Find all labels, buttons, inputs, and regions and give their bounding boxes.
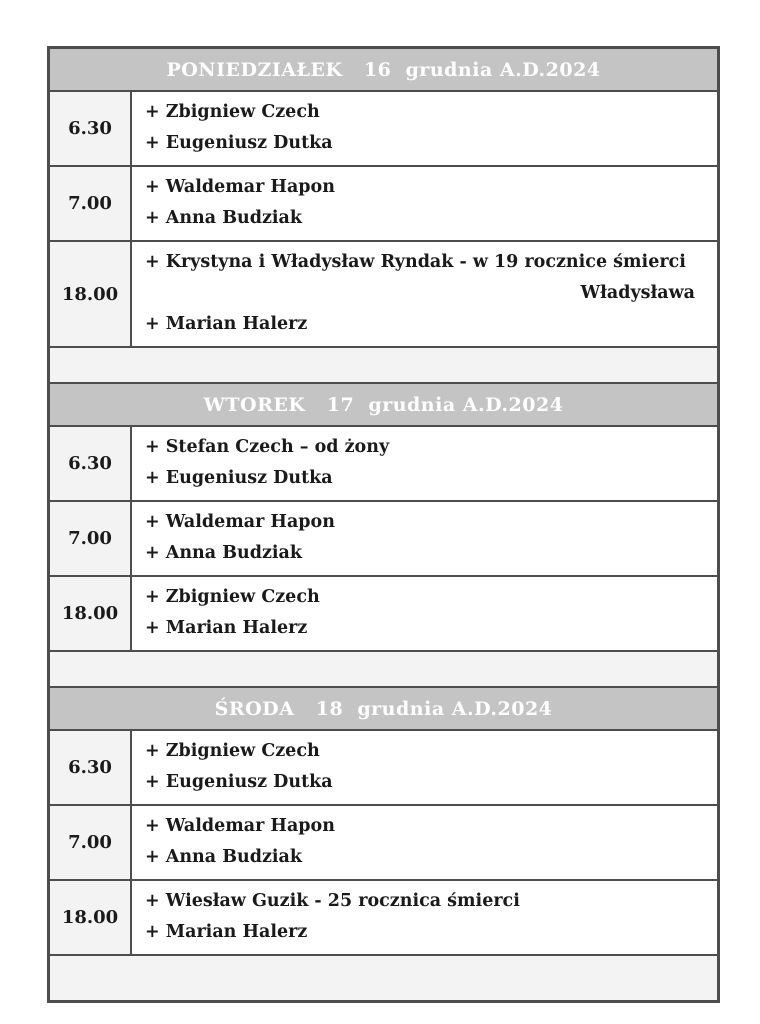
section-spacer-row — [50, 956, 717, 1000]
mass-row — [50, 502, 717, 577]
intention-line: + Waldemar Hapon — [145, 816, 335, 836]
mass-time-cell: 7.00 — [50, 167, 132, 240]
mass-time-cell: 6.30 — [50, 92, 132, 165]
intention-line: + Marian Halerz — [145, 922, 308, 942]
intention-line: + Waldemar Hapon — [145, 512, 335, 532]
mass-row — [50, 806, 717, 881]
day-section — [50, 384, 717, 688]
mass-intentions-cell — [132, 502, 717, 575]
mass-intentions-cell — [132, 242, 717, 346]
mass-row — [50, 427, 717, 502]
day-section — [50, 688, 717, 1000]
mass-intentions-cell — [132, 881, 717, 954]
intention-line: + Eugeniusz Dutka — [145, 772, 333, 792]
intention-line: + Eugeniusz Dutka — [145, 133, 333, 153]
mass-intentions-cell — [132, 731, 717, 804]
mass-row — [50, 92, 717, 167]
mass-schedule-table — [47, 46, 720, 1003]
mass-row — [50, 167, 717, 242]
intention-line: + Marian Halerz — [145, 618, 308, 638]
mass-row — [50, 731, 717, 806]
intention-line: + Wiesław Guzik - 25 rocznica śmierci — [145, 891, 520, 911]
mass-row — [50, 577, 717, 652]
intention-line: + Anna Budziak — [145, 208, 303, 228]
mass-intentions-cell — [132, 167, 717, 240]
intention-line: + Waldemar Hapon — [145, 177, 335, 197]
section-spacer-row — [50, 652, 717, 688]
section-spacer-row — [50, 348, 717, 384]
intention-line: + Stefan Czech – od żony — [145, 437, 390, 457]
mass-time-cell: 7.00 — [50, 806, 132, 879]
day-section — [50, 49, 717, 384]
intention-line: + Zbigniew Czech — [145, 102, 320, 122]
mass-time-cell: 18.00 — [50, 577, 132, 650]
day-header: ŚRODA 18 grudnia A.D.2024 — [50, 688, 717, 731]
mass-time-cell: 6.30 — [50, 427, 132, 500]
mass-intentions-cell — [132, 92, 717, 165]
mass-row — [50, 242, 717, 348]
mass-time-cell: 18.00 — [50, 242, 132, 346]
mass-row — [50, 881, 717, 956]
mass-intentions-cell — [132, 806, 717, 879]
mass-intentions-cell — [132, 577, 717, 650]
intention-line: + Marian Halerz — [145, 314, 308, 334]
intention-line: + Anna Budziak — [145, 847, 303, 867]
day-header: PONIEDZIAŁEK 16 grudnia A.D.2024 — [50, 49, 717, 92]
section-rows — [50, 92, 717, 348]
section-rows — [50, 427, 717, 652]
section-rows — [50, 731, 717, 956]
intention-line: + Zbigniew Czech — [145, 741, 320, 761]
day-header: WTOREK 17 grudnia A.D.2024 — [50, 384, 717, 427]
intention-line: + Zbigniew Czech — [145, 587, 320, 607]
mass-intentions-cell — [132, 427, 717, 500]
intention-line: + Krystyna i Władysław Ryndak - w 19 rocznice śmierci — [145, 252, 686, 272]
mass-time-cell: 6.30 — [50, 731, 132, 804]
intention-line: + Anna Budziak — [145, 543, 303, 563]
intention-line: + Eugeniusz Dutka — [145, 468, 333, 488]
mass-time-cell: 7.00 — [50, 502, 132, 575]
intention-line: Władysława — [580, 283, 695, 303]
mass-time-cell: 18.00 — [50, 881, 132, 954]
